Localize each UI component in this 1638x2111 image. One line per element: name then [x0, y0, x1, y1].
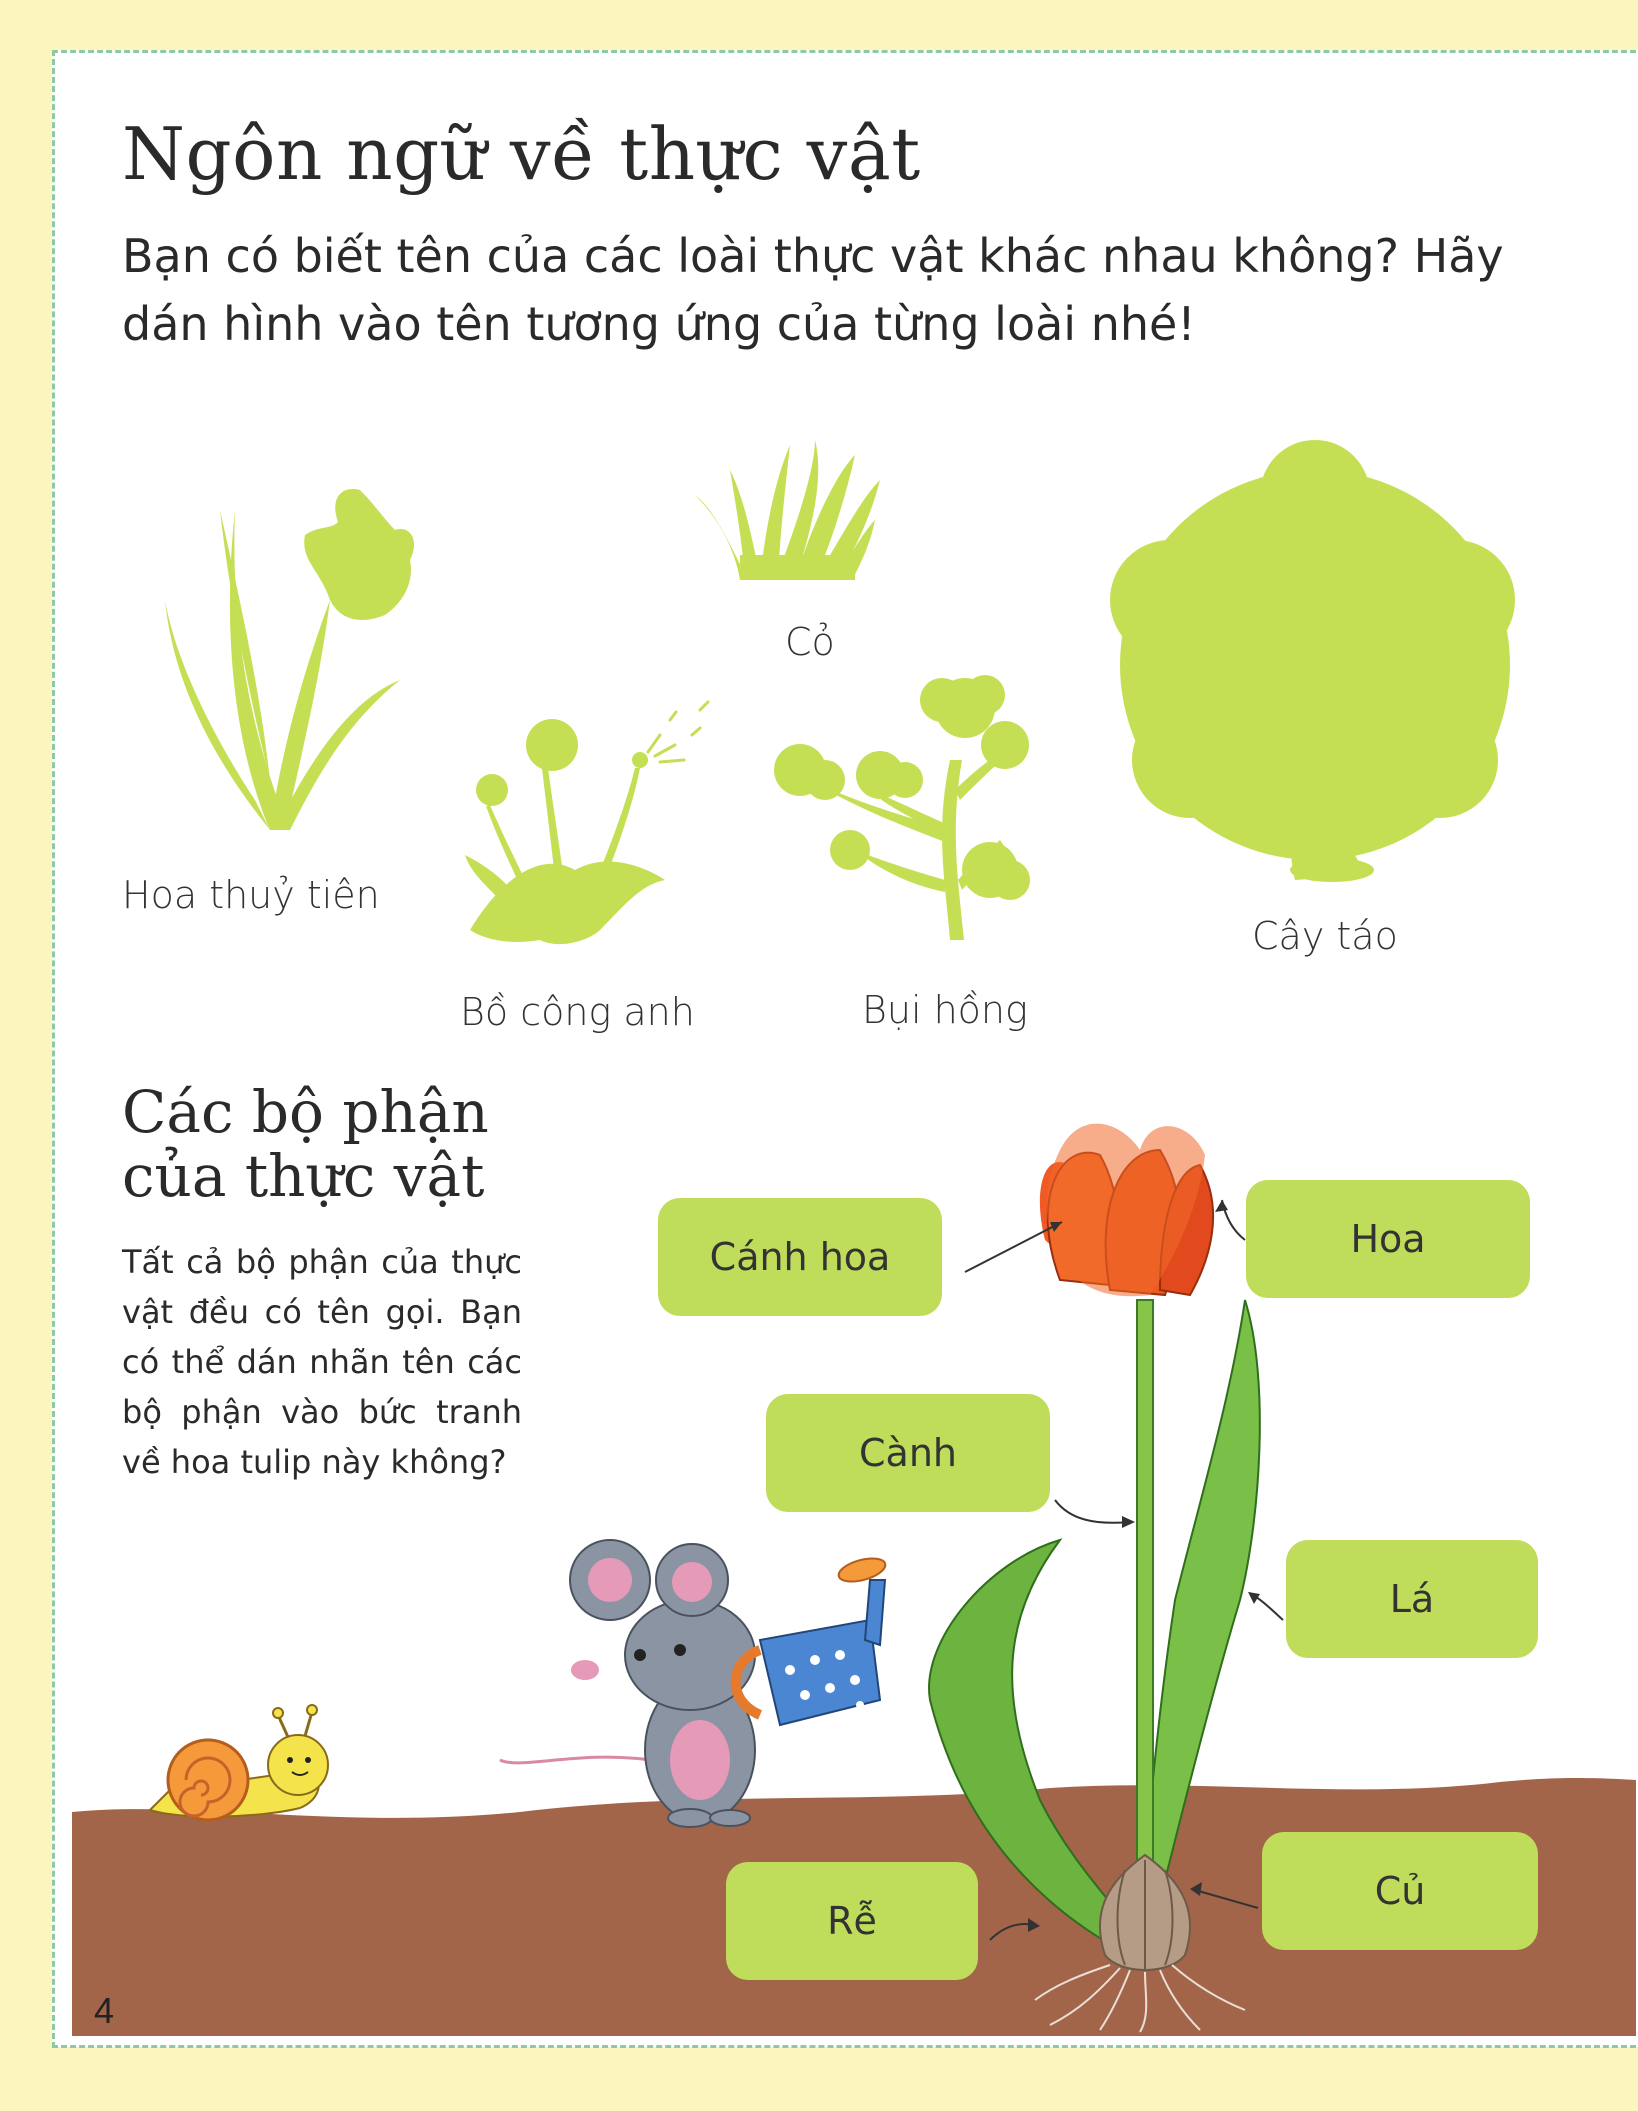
page-title: Ngôn ngữ về thực vật [122, 112, 921, 196]
grass-silhouette [695, 440, 880, 580]
label-root[interactable]: Rễ [726, 1862, 978, 1980]
rose-bush-silhouette [774, 675, 1030, 940]
dandelion-silhouette [465, 719, 665, 944]
snail-illustration [150, 1705, 328, 1820]
plant-label-apple-tree: Cây táo [1252, 914, 1398, 958]
plant-label-rose-bush: Bụi hồng [862, 988, 1028, 1032]
watering-can-illustration [736, 1554, 888, 1725]
plant-label-dandelion: Bồ công anh [460, 990, 695, 1034]
label-petal[interactable]: Cánh hoa [658, 1198, 942, 1316]
intro-text: Bạn có biết tên của các loài thực vật khác nhau không? Hãy dán hình vào tên tương ứng của từng loài nhé! [122, 229, 1504, 351]
label-stem[interactable]: Cành [766, 1394, 1050, 1512]
plant-label-daffodil: Hoa thuỷ tiên [122, 873, 380, 917]
plant-label-grass: Cỏ [785, 620, 835, 664]
parts-heading: Các bộ phận của thực vật [122, 1078, 489, 1210]
apple-tree-silhouette [1110, 440, 1515, 882]
dandelion-seeds [648, 702, 708, 762]
label-bulb[interactable]: Củ [1262, 1832, 1538, 1950]
mouse-illustration [500, 1540, 755, 1827]
page-number: 4 [94, 1990, 115, 2031]
daffodil-silhouette [165, 489, 414, 830]
label-leaf[interactable]: Lá [1286, 1540, 1538, 1658]
label-flower[interactable]: Hoa [1246, 1180, 1530, 1298]
parts-text: Tất cả bộ phận của thực vật đều có tên gọi. Bạn có thể dán nhãn tên các bộ phận vào bức tranh về hoa tulip này không? [122, 1243, 522, 1481]
